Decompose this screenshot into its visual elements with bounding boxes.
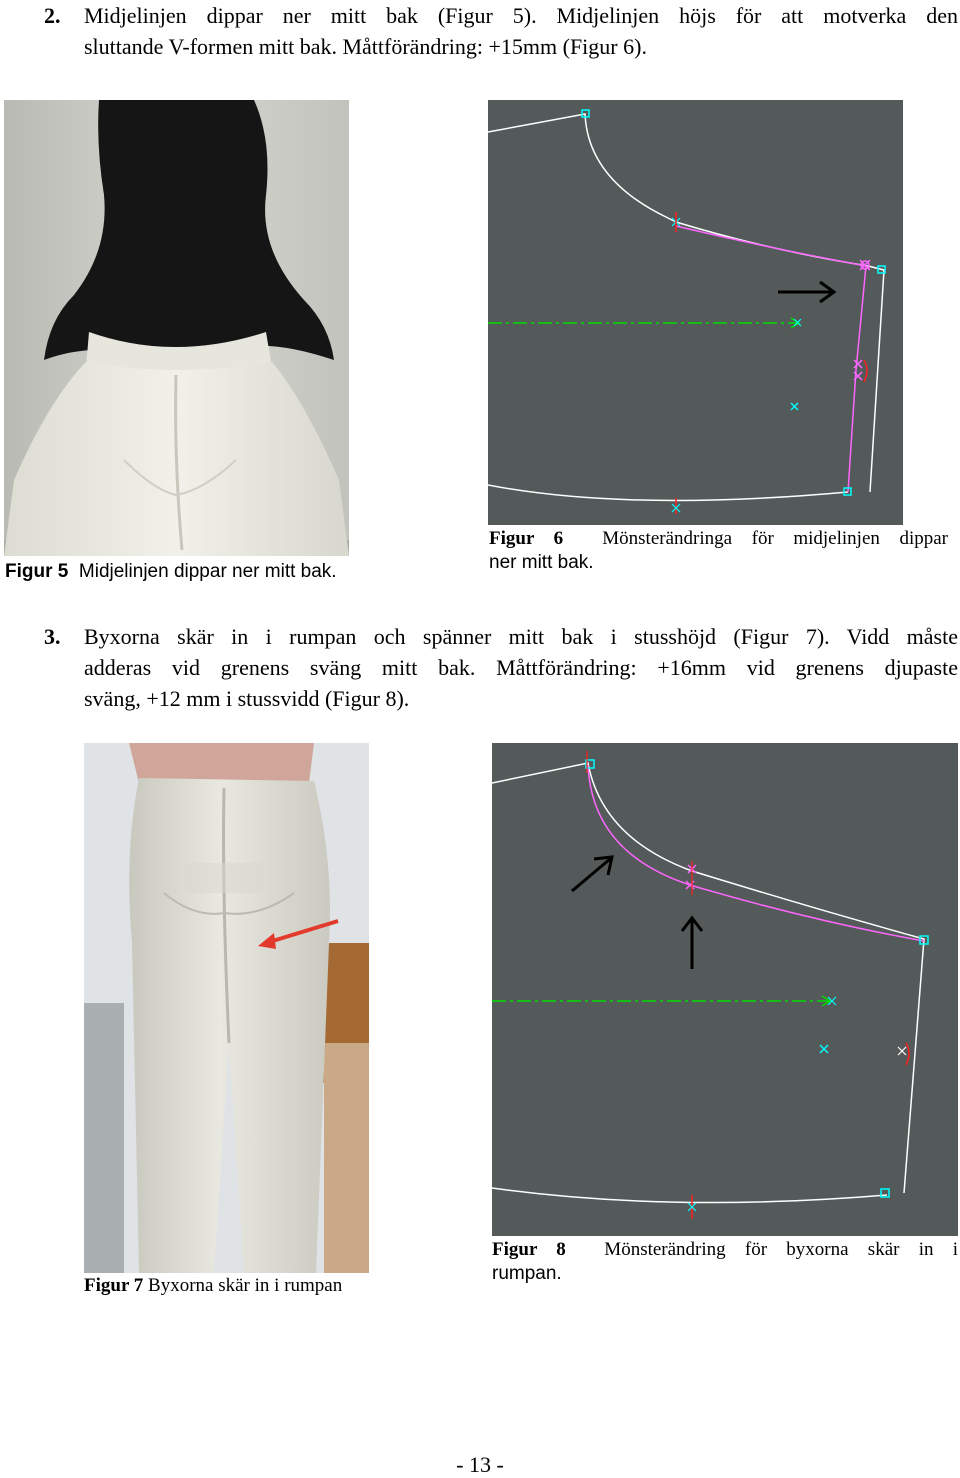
figure-8-caption (492, 1238, 958, 1286)
figure-6-caption (489, 527, 948, 575)
page-number: - 13 - (456, 1452, 504, 1477)
figure-6-label: Figur 6 (489, 528, 564, 549)
figure-6-text-line-2: ner mitt bak. (489, 552, 594, 573)
arrow-up-right-icon (568, 853, 618, 895)
figure-7-caption (84, 1274, 342, 1298)
item-3-text (84, 621, 958, 714)
item-2-line-2: sluttande V-formen mitt bak. Måttförändring: +15mm (Figur 6). (84, 34, 647, 59)
figure-6-pattern (488, 100, 903, 525)
arrow-up-icon (678, 915, 706, 971)
item-2-text (84, 0, 958, 62)
figure-5-photo (4, 100, 349, 556)
item-3-line-1: Byxorna skär in i rumpan och spänner mitt bak i stusshöjd (Figur 7). Vidd måste (84, 624, 958, 649)
item-3-line-2: adderas vid grenens sväng mitt bak. Måttförändring: +16mm vid grenens djupaste (84, 655, 958, 680)
figure-8-label: Figur 8 (492, 1239, 566, 1260)
figure-7-text: Byxorna skär in i rumpan (148, 1275, 343, 1296)
figure-8-pattern (492, 743, 958, 1236)
red-arrow-icon (252, 915, 342, 955)
figure-6-text-line-1: Mönsterändringa för midjelinjen dippar (602, 528, 948, 549)
figure-5-label: Figur 5 (5, 561, 69, 582)
figure-7-photo (84, 743, 369, 1273)
figure-8-text-line-1: Mönsterändring för byxorna skär in i (604, 1239, 959, 1260)
figure-8-text-line-2: rumpan. (492, 1263, 562, 1284)
item-3-number: 3. (44, 624, 61, 649)
item-2-number: 2. (44, 3, 61, 28)
figure-7-label: Figur 7 (84, 1275, 144, 1296)
item-2-line-1: Midjelinjen dippar ner mitt bak (Figur 5). Midjelinjen höjs för att motverka den (84, 3, 958, 28)
figure-5-caption (5, 560, 337, 584)
figure-5-text: Midjelinjen dippar ner mitt bak. (78, 561, 337, 582)
arrow-right-icon (776, 278, 838, 308)
item-3-line-3: sväng, +12 mm i stussvidd (Figur 8). (84, 686, 410, 711)
